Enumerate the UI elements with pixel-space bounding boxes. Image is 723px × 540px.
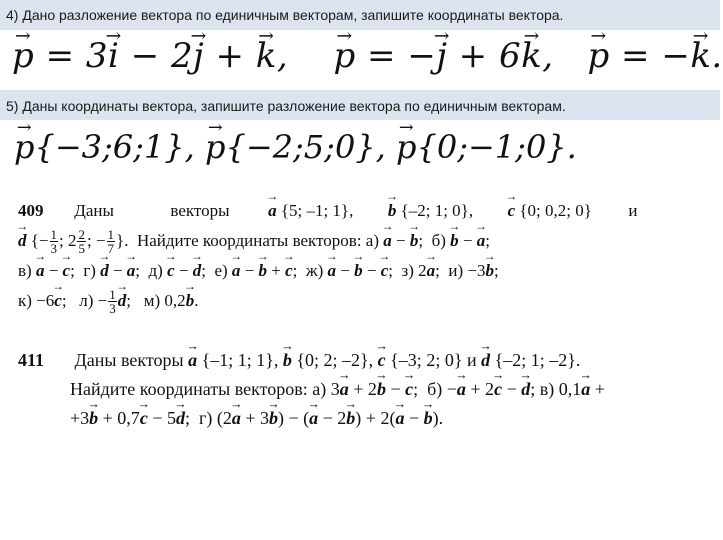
- task5-header-text: 5) Даны координаты вектора, запишите разложение вектора по единичным векторам.: [6, 98, 566, 114]
- vector-d-coords: {–2; 1; –2}.: [494, 350, 581, 370]
- vector-b-coords: {–2; 1; 0},: [400, 201, 474, 220]
- task5-header: [0, 90, 720, 120]
- find-coordinates-label: Найдите координаты векторов:: [136, 230, 362, 250]
- problem-number: 409: [18, 201, 44, 220]
- task4-header-text: 4) Дано разложение вектора по единичным векторам, запишите координаты вектора.: [6, 7, 564, 23]
- word-and: и: [628, 201, 638, 220]
- vector-c-coords: {0; 0,2; 0}: [519, 201, 592, 220]
- problem-411: 411 Даны векторы → a {–1; 1; 1}, → b {0; 2; –2}, → c {–3; 2; 0} и → d {–2; 1; –2}. Найдите координаты векторов: а) 3→ a + 2→ b − → c; б) −→ a + 2→ c − → d; в) 0,1→ a + +3→ b + 0,7→ c − 5→ d; г) (2→ a + 3→ b) − (→ a − 2→ b) + 2(→ a − → b).: [18, 346, 708, 432]
- word-and: и: [466, 350, 477, 370]
- word-given-vectors: Даны векторы: [74, 350, 184, 370]
- vector-b-coords: {0; 2; –2},: [296, 350, 374, 370]
- find-coordinates-label: Найдите координаты векторов:: [70, 378, 308, 399]
- task4-formulas: → p = 3→ i − 2→ j + → k, → p = −→ j + 6→ k, → p = −→ k.: [12, 36, 723, 76]
- problem-409: 409 Даны векторы → a {5; –1; 1}, → b {–2; 1; 0}, → c {0; 0,2; 0} и → d {− $\frac{1}{3}$ ; 2 $\frac{2}{5}$ ; − $\frac{1}{7}$ }. Найдите координаты векторов: а) → a − → b; б) → b − → a; в) → a − → c; г) → d − → a; д) → c − → d; е) → a − → b + → c; ж) → a − → b − → c; з) 2→ a; и) −3→ b; к) −6→ c; л) − $\frac{1}{3}$ → d; м) 0,2→ b.: [18, 196, 708, 316]
- word-given: Даны: [74, 201, 114, 220]
- vector-a-coords: {5; –1; 1},: [280, 201, 354, 220]
- vector-a-coords: {–1; 1; 1},: [201, 350, 279, 370]
- word-vectors: векторы: [170, 201, 230, 220]
- vector-c-coords: {–3; 2; 0}: [390, 350, 463, 370]
- task5-formulas: → p{−3;6;1}, → p{−2;5;0}, → p{0;−1;0}.: [14, 128, 577, 166]
- problem-number: 411: [18, 350, 45, 370]
